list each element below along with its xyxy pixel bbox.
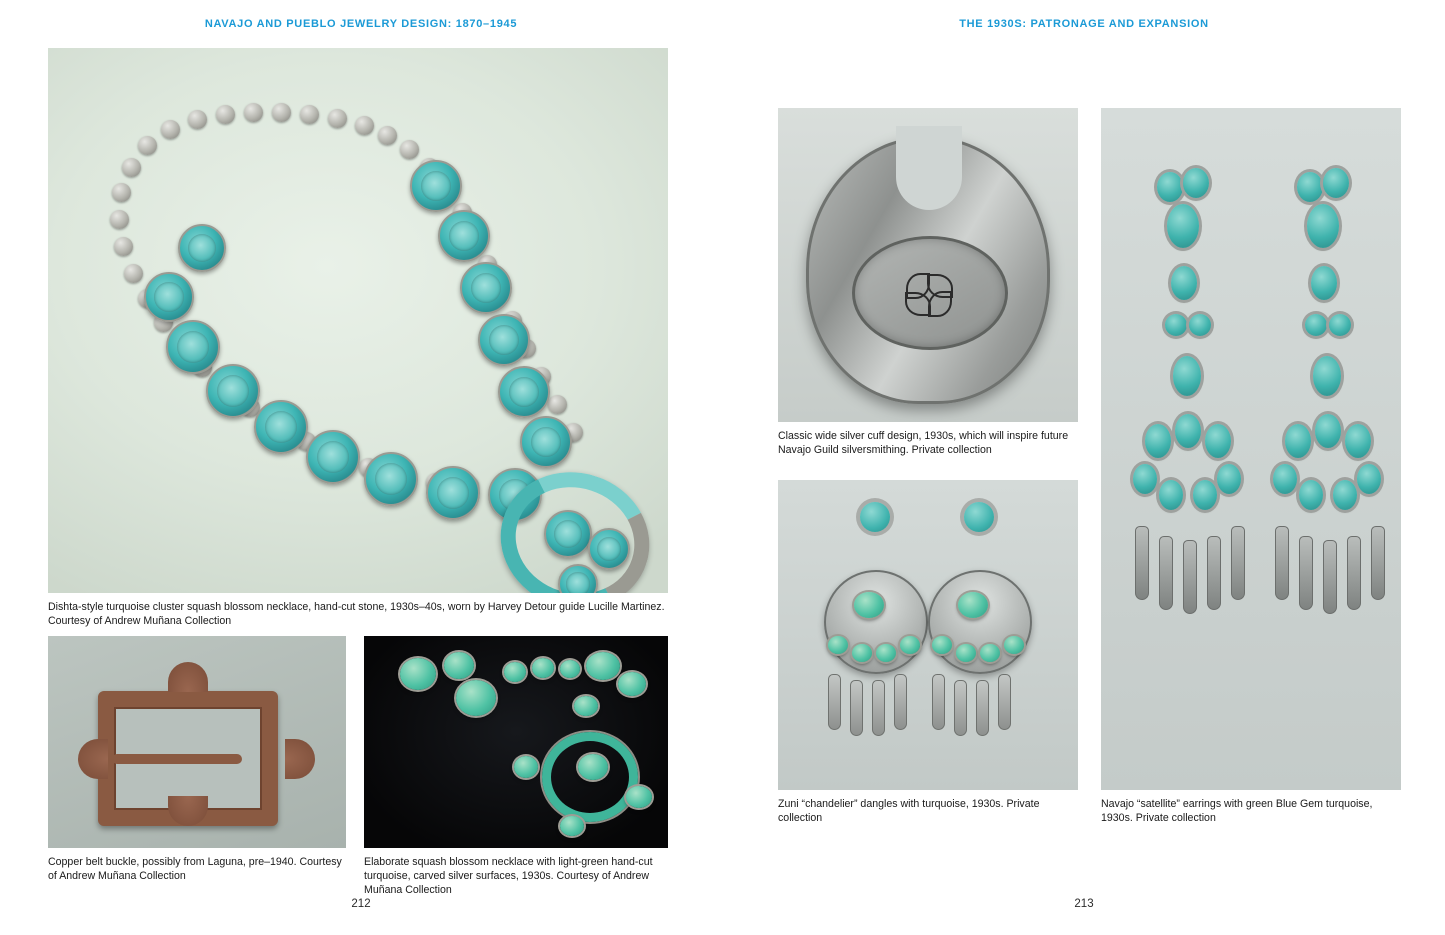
figure-caption: Elaborate squash blossom necklace with light-green hand-cut turquoise, carved silver surfaces, 1930s. Courtesy of Andrew Muñana Collection bbox=[364, 856, 653, 897]
figure-caption: Zuni “chandelier” dangles with turquoise, 1930s. Private collection bbox=[778, 798, 1040, 825]
figure-caption: Navajo “satellite” earrings with green Blue Gem turquoise, 1930s. Private collection bbox=[1101, 798, 1373, 825]
folio-right: 213 bbox=[1074, 898, 1094, 910]
figure-chandelier bbox=[778, 480, 1078, 825]
figure-caption: Classic wide silver cuff design, 1930s, which will inspire future Navajo Guild silversmithing. Private collection bbox=[778, 430, 1069, 457]
chandelier-photo bbox=[778, 480, 1078, 790]
folio-left: 212 bbox=[351, 898, 371, 910]
running-head-left: NAVAJO AND PUEBLO JEWELRY DESIGN: 1870–1945 bbox=[204, 18, 518, 30]
figure-necklace bbox=[48, 48, 668, 628]
satellite-photo bbox=[1101, 108, 1401, 790]
figure-caption: Copper belt buckle, possibly from Laguna, pre–1940. Courtesy of Andrew Muñana Collection bbox=[48, 856, 342, 883]
right-page bbox=[723, 0, 1445, 935]
four-petal-motif bbox=[906, 273, 954, 315]
buckle-photo bbox=[48, 636, 346, 848]
figure-cuff bbox=[778, 108, 1078, 457]
figure-buckle bbox=[48, 636, 346, 883]
dark-necklace-photo bbox=[364, 636, 668, 848]
figure-dark-necklace bbox=[364, 636, 668, 897]
left-page bbox=[0, 0, 722, 935]
figure-caption: Dishta-style turquoise cluster squash blossom necklace, hand-cut stone, 1930s–40s, worn by Harvey Detour guide Lucille Martinez. Courtesy of Andrew Muñana Collection bbox=[48, 601, 665, 628]
necklace-photo bbox=[48, 48, 668, 593]
figure-satellite bbox=[1101, 108, 1401, 825]
cuff-photo bbox=[778, 108, 1078, 422]
running-head-right: THE 1930S: PATRONAGE AND EXPANSION bbox=[959, 18, 1209, 30]
